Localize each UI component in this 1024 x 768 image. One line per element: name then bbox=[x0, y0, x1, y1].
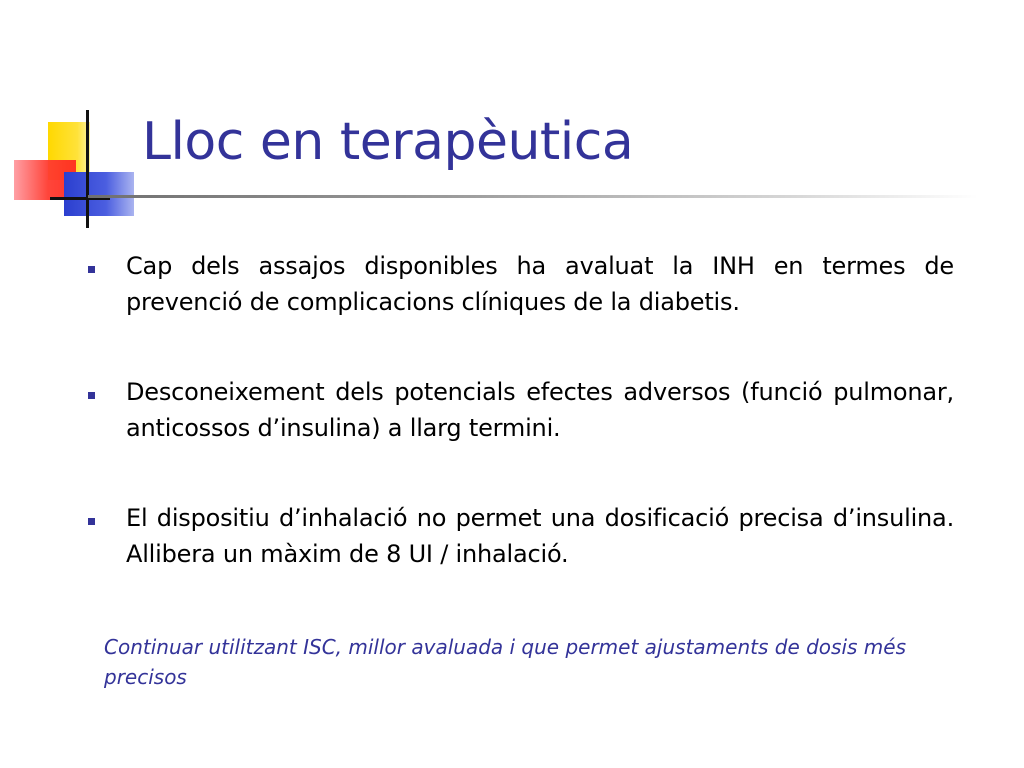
vertical-line-decoration bbox=[86, 110, 89, 228]
bullet-square-icon bbox=[88, 392, 95, 399]
bullet-item bbox=[88, 248, 954, 320]
slide-title: Lloc en terapèutica bbox=[142, 112, 634, 172]
bullet-text: Desconeixement dels potencials efectes adversos (funció pulmonar, anticossos d’insulina) a llarg termini. bbox=[126, 378, 954, 442]
bullet-text: El dispositiu d’inhalació no permet una dosificació precisa d’insulina. Allibera un màxim de 8 UI / inhalació. bbox=[126, 504, 954, 568]
conclusion-note: Continuar utilitzant ISC, millor avaluada i que permet ajustaments de dosis més precisos bbox=[104, 635, 907, 689]
title-underline bbox=[88, 195, 978, 198]
blue-square-decoration bbox=[64, 172, 134, 216]
bullet-list bbox=[88, 248, 954, 626]
bullet-item bbox=[88, 374, 954, 446]
bullet-item bbox=[88, 500, 954, 572]
bullet-square-icon bbox=[88, 518, 95, 525]
bullet-square-icon bbox=[88, 266, 95, 273]
bullet-text: Cap dels assajos disponibles ha avaluat la INH en termes de prevenció de complicacions clíniques de la diabetis. bbox=[126, 252, 954, 316]
